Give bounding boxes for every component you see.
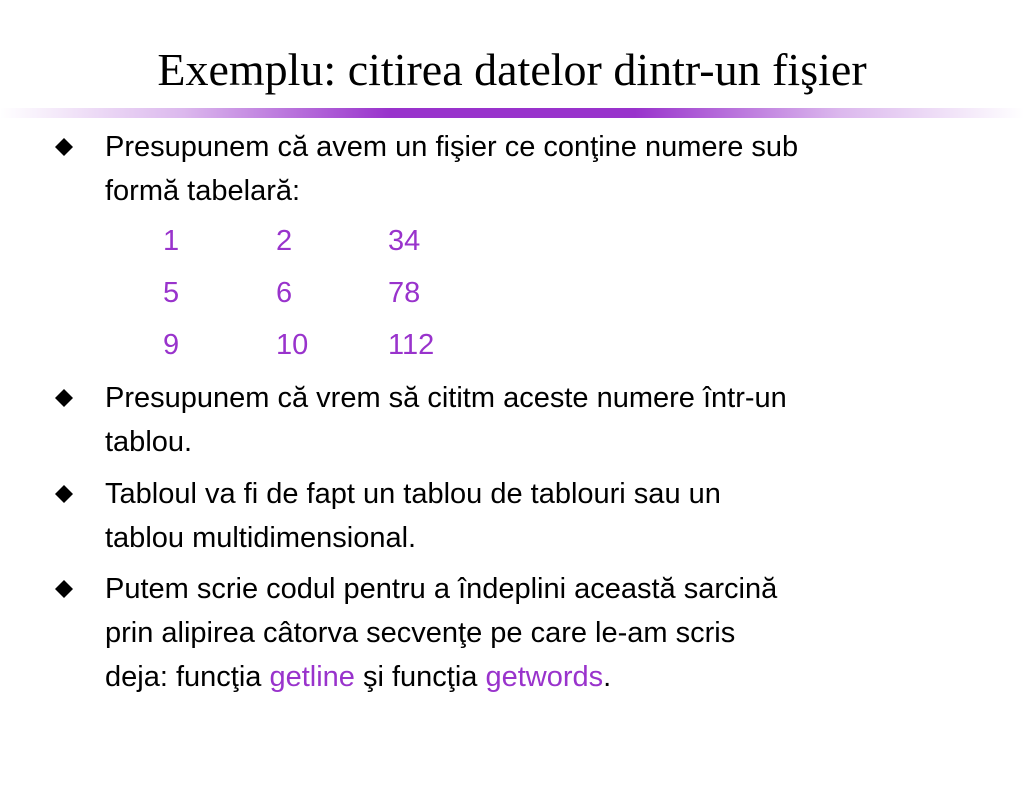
diamond-bullet-icon (54, 579, 74, 599)
diamond-bullet-icon (54, 137, 74, 157)
table-cell: 9 (163, 329, 180, 361)
bullet-line: Presupunem că avem un fişier ce conţine numere sub (105, 131, 799, 163)
table-cell: 112 (388, 329, 435, 361)
bullet-text (105, 567, 985, 699)
text-run: şi funcţia (354, 661, 486, 693)
text-run: deja: funcţia (105, 661, 270, 693)
bullet-line: Presupunem că vrem să cititm aceste numere într-un (105, 382, 787, 414)
table-cell: 78 (388, 277, 421, 309)
table-cell: 5 (163, 277, 180, 309)
diamond-bullet-icon (54, 484, 74, 504)
function-name-getline: getline (269, 661, 355, 693)
table-cell: 1 (163, 225, 180, 257)
table-cell: 6 (276, 277, 293, 309)
bullet-line: formă tabelară: (105, 175, 301, 207)
bullet-line: prin alipirea câtorva secvenţe pe care le-am scris (105, 617, 736, 649)
bullet-line (105, 655, 985, 699)
bullet-line: tablou. (105, 426, 193, 458)
table-cell: 2 (276, 225, 293, 257)
bullet-line: Tabloul va fi de fapt un tablou de tablouri sau un (105, 478, 721, 510)
table-cell: 10 (276, 329, 309, 361)
bullet-text (105, 472, 985, 560)
bullet-text (105, 125, 985, 213)
table-cell: 34 (388, 225, 421, 257)
text-run: . (603, 661, 612, 693)
function-name-getwords: getwords (485, 661, 604, 693)
slide-title: Exemplu: citirea datelor dintr-un fişier (157, 44, 867, 95)
title-underline-divider (0, 108, 1024, 118)
diamond-bullet-icon (54, 388, 74, 408)
bullet-line: tablou multidimensional. (105, 522, 417, 554)
bullet-line: Putem scrie codul pentru a îndeplini această sarcină (105, 573, 778, 605)
bullet-text (105, 376, 985, 464)
